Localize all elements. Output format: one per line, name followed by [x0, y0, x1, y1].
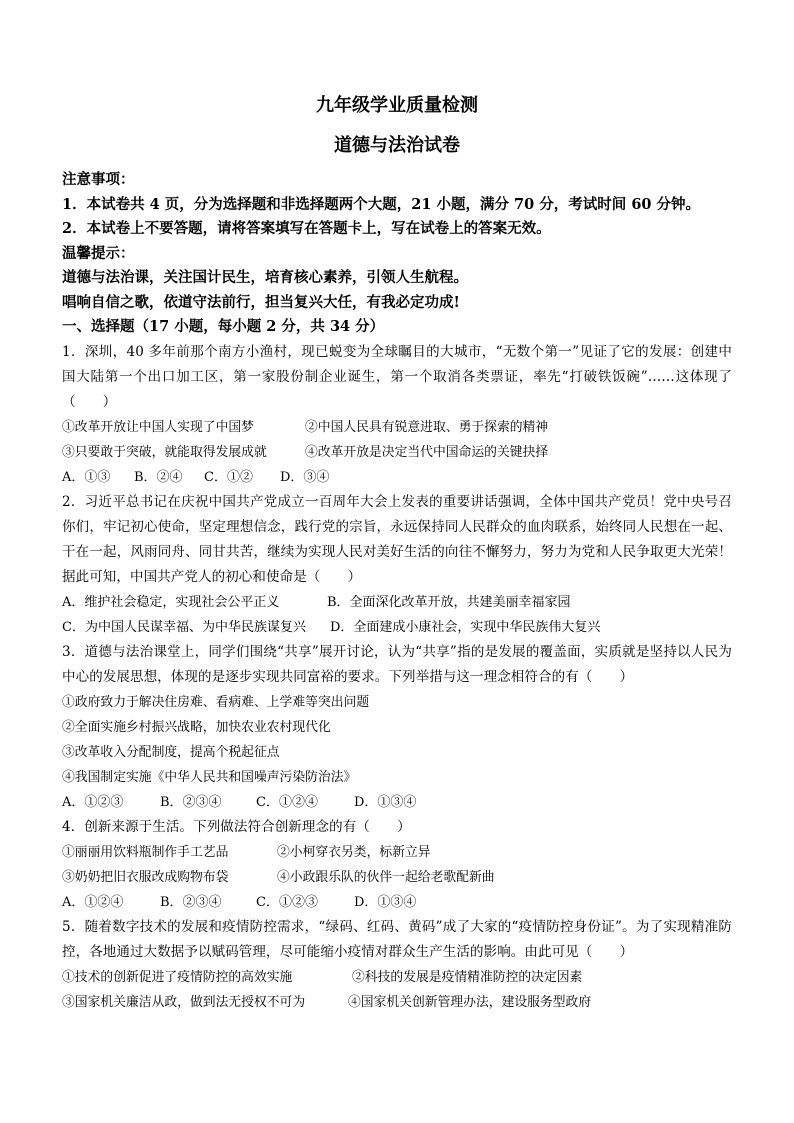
tips-line-1: 道德与法治课，关注国计民生，培育核心素养，引领人生航程。 — [62, 269, 468, 286]
question-4-option-3: ③奶奶把旧衣服改成购物布袋 — [62, 869, 229, 885]
question-1-option-1: ①改革开放让中国人实现了中国梦 — [62, 419, 254, 435]
question-3-stem: 3．道德与法治课堂上，同学们围绕“共享”展开讨论，认为“共享”指的是发展的覆盖面，实质就是坚持以人民为中心的发展思想，体现的是逐步实现共同富裕的要求。下列举措与这一理念相符合的有（ ） — [62, 643, 732, 685]
question-3-option-3: ③改革收入分配制度，提高个税起征点 — [62, 744, 280, 760]
question-2-choice-b: B．全面深化改革开放，共建美丽幸福家园 — [327, 594, 571, 610]
question-4-option-4: ④小政跟乐队的伙伴一起给老歌配新曲 — [277, 869, 495, 885]
question-1-answer-a: A．①③ — [62, 469, 111, 485]
question-3-option-4: ④我国制定实施《中华人民共和国噪声污染防治法》 — [62, 769, 357, 785]
question-4-answers — [62, 890, 732, 915]
question-1-option-2: ②中国人民具有锐意进取、勇于探索的精神 — [305, 419, 549, 435]
question-4-option-2: ②小柯穿衣另类，标新立异 — [277, 844, 431, 860]
question-2-choice-a: A．维护社会稳定，实现社会公平正义 — [62, 594, 280, 610]
question-4-options-row-1 — [62, 840, 732, 865]
question-2-choices-row-2 — [62, 615, 732, 640]
section-heading: 一、选择题（17 小题，每小题 2 分，共 34 分） — [62, 318, 385, 335]
notice-item-2: 2．本试卷上不要答题，请将答案填写在答题卡上，写在试卷上的答案无效。 — [62, 220, 551, 237]
question-4-option-1: ①丽丽用饮料瓶制作手工艺品 — [62, 844, 229, 860]
question-3-answers — [62, 790, 732, 815]
question-1-stem: 1．深圳，40 多年前那个南方小渔村，现已蜕变为全球瞩目的大城市，“无数个第一”见证了它的发展：创建中国大陆第一个出口加工区，第一家股份制企业诞生，第一个取消各类票证，率先“打破铁饭碗”……这体现了（ ） — [62, 343, 732, 410]
question-4-answer-d: D．①③④ — [354, 894, 417, 910]
exam-subject-title: 道德与法治试卷 — [334, 135, 460, 156]
tips-heading: 温馨提示： — [62, 244, 135, 262]
question-5-option-1: ①技术的创新促进了疫情防控的高效实施 — [62, 969, 293, 985]
question-1-options-row-2 — [62, 440, 732, 465]
question-3-answer-b: B．②③④ — [160, 794, 222, 810]
question-1-answer-d: D．③④ — [280, 469, 330, 485]
question-3-answer-a: A．①②③ — [62, 794, 124, 810]
question-4-stem: 4．创新来源于生活。下列做法符合创新理念的有（ ） — [62, 818, 411, 835]
notice-heading: 注意事项： — [62, 171, 135, 188]
question-4-answer-b: B．②③④ — [160, 894, 222, 910]
question-5-option-2: ②科技的发展是疫情精准防控的决定因素 — [352, 969, 583, 985]
question-1-answer-b: B．②④ — [134, 469, 183, 485]
question-1-option-4: ④改革开放是决定当代中国命运的关键抉择 — [305, 444, 549, 460]
question-5-option-4: ④国家机关创新管理办法，建设服务型政府 — [348, 994, 592, 1010]
notice-item-1: 1．本试卷共 4 页，分为选择题和非选择题两个大题，21 小题，满分 70 分，考试时间 60 分钟。 — [62, 195, 701, 213]
question-1-option-3: ③只要敢于突破，就能取得发展成就 — [62, 444, 267, 460]
exam-title: 九年级学业质量检测 — [316, 95, 478, 116]
question-5-options-row-1 — [62, 965, 732, 990]
question-1-answer-c: C．①② — [204, 469, 253, 485]
question-3-option-1: ①政府致力于解决住房难、看病难、上学难等突出问题 — [62, 694, 370, 710]
tips-line-2: 唱响自信之歌，依道守法前行，担当复兴大任，有我必定功成! — [62, 293, 460, 311]
question-2-choice-d: D．全面建成小康社会，实现中华民族伟大复兴 — [330, 619, 601, 635]
question-5-options-row-2 — [62, 990, 732, 1015]
question-4-options-row-2 — [62, 865, 732, 890]
question-4-answer-c: C．①②③ — [256, 894, 318, 910]
question-4-answer-a: A．①②④ — [62, 894, 124, 910]
question-3-answer-c: C．①②④ — [256, 794, 318, 810]
question-3-option-2: ②全面实施乡村振兴战略，加快农业农村现代化 — [62, 719, 331, 735]
question-3-answer-d: D．①③④ — [354, 794, 417, 810]
question-1-answers — [62, 465, 732, 490]
question-2-choices-row-1 — [62, 590, 732, 615]
question-1-options-row-1 — [62, 415, 732, 440]
question-2-stem: 2．习近平总书记在庆祝中国共产党成立一百周年大会上发表的重要讲话强调，全体中国共产党员！党中央号召你们，牢记初心使命，坚定理想信念，践行党的宗旨，永远保持同人民群众的血肉联系，始终同人民想在一起、干在一起，风雨同舟、同甘共苦，继续为实现人民对美好生活的向往不懈努力，努力为党和人民争取更大光荣！据此可知，中国共产党人的初心和使命是（ ） — [62, 493, 732, 585]
question-5-option-3: ③国家机关廉洁从政，做到法无授权不可为 — [62, 994, 306, 1010]
exam-page — [62, 94, 732, 1015]
question-2-choice-c: C．为中国人民谋幸福、为中华民族谋复兴 — [62, 619, 306, 635]
question-5-stem: 5．随着数字技术的发展和疫情防控需求，“绿码、红码、黄码”成了大家的“疫情防控身份证”。为了实现精准防控，各地通过大数据予以赋码管理，尽可能缩小疫情对群众生产生活的影响。由此可见（ ） — [62, 918, 732, 960]
